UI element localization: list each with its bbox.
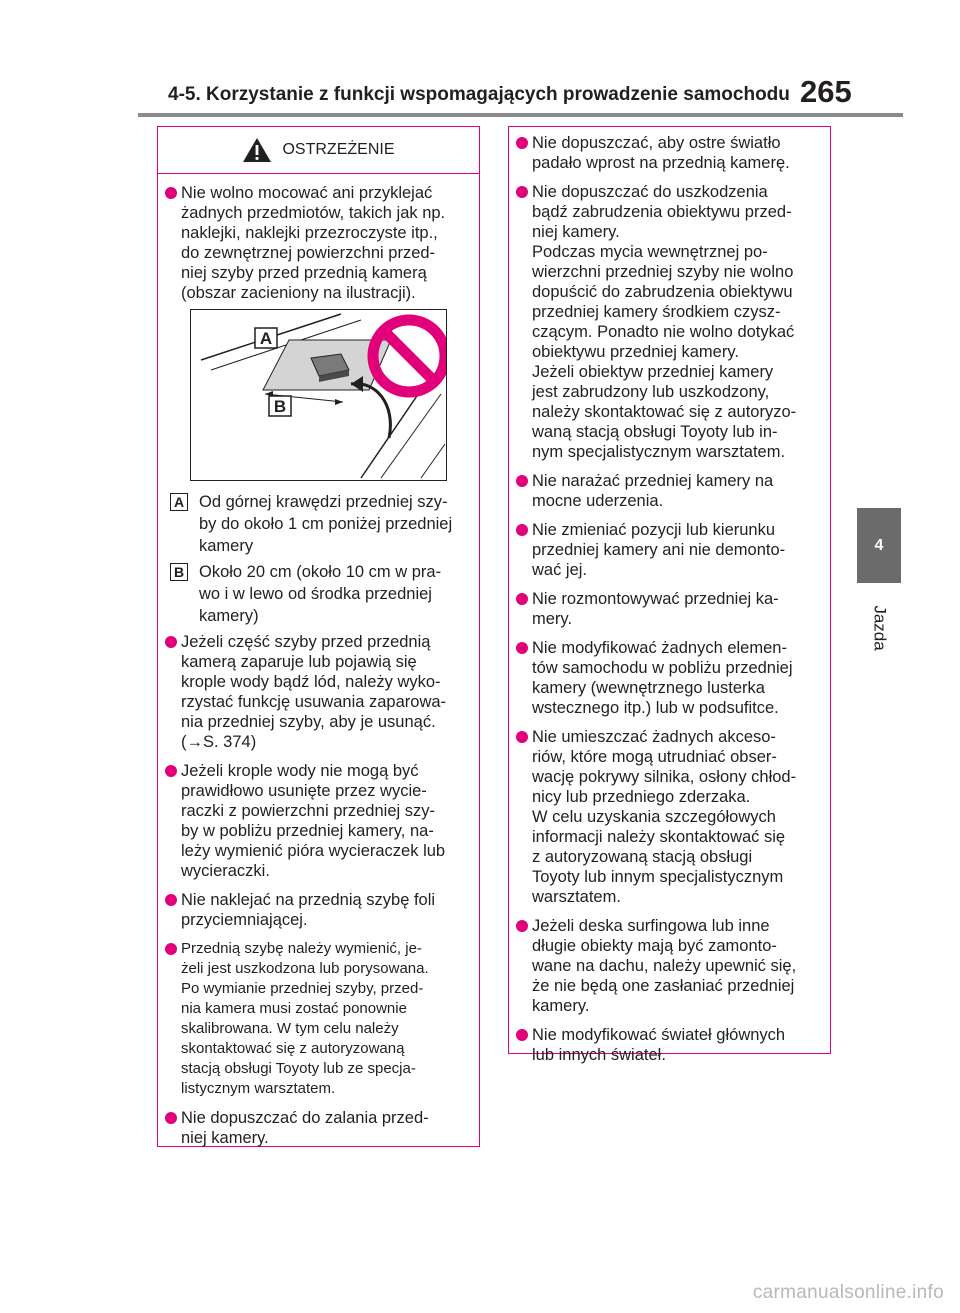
list-item [516,182,826,462]
list-item [516,727,826,907]
list-item [516,916,826,1016]
warning-heading-text: OSTRZEŻENIE [282,141,395,158]
list-item [165,632,475,752]
bullet-text: Nie dopuszczać, aby ostre światło padało wprost na przednią kamerę. [532,134,790,172]
list-item [165,939,475,1099]
bullet-text: Nie narażać przedniej kamery na mocne uderzenia. [532,472,774,510]
bullet-dot-icon [516,731,528,743]
bullet-text: Nie modyfikować żadnych elemen- tów samochodu w pobliżu przedniej kamery (wewnętrznego lusterka wstecznego itp.) lub w podsufitce. [532,639,793,717]
bullet-text: Nie umieszczać żadnych akceso- riów, które mogą utrudniać obser- wację pokrywy silnika, osłony chłod- nicy lub przedniego zderzaka. W celu uzyskania szczegółowych informacji należy skontaktować się z autoryzowaną stacją obsługi Toyoty lub innym specjalistycznym warsztatem. [532,728,797,906]
note-text: Od górnej krawędzi przedniej szy- by do około 1 cm poniżej przedniej kamery [199,493,453,555]
page-header-title: 4-5. Korzystanie z funkcji wspomagających prowadzenie samochodu [168,84,790,105]
bullet-text: Nie modyfikować świateł głównych lub innych świateł. [532,1026,786,1064]
warning-box-left [157,126,480,1147]
list-item [516,471,826,511]
bullet-text: Jeżeli część szyby przed przednią kamerą zaparuje lub pojawią się krople wody bądź lód, należy wyko- rzystać funkcję usuwania zaparowa- nia przedniej szyby, aby je usunąć. (→S. 374) [181,633,447,751]
header-rule [138,113,903,117]
bullet-dot-icon [165,636,177,648]
illustration-label-b: B [273,397,287,416]
left-bullets-bottom [165,632,475,1157]
chapter-tab[interactable]: 4 [857,508,901,583]
list-item [516,638,826,718]
right-bullets [516,133,826,1074]
bullet-dot-icon [165,1112,177,1124]
note-badge-a: A [170,493,188,511]
bullet-dot-icon [516,642,528,654]
page-number: 265 [800,74,852,109]
warning-triangle-icon [242,137,272,163]
bullet-dot-icon [165,187,177,199]
bullet-dot-icon [516,475,528,487]
chapter-label [866,598,894,658]
camera-area-illustration [190,309,447,481]
note-text: Około 20 cm (około 10 cm w pra- wo i w lewo od środka przedniej kamery) [199,563,442,625]
windshield-camera-diagram [191,310,446,480]
note-badge-b: B [170,563,188,581]
bullet-text: Nie zmieniać pozycji lub kierunku przedniej kamery ani nie demonto- wać jej. [532,521,786,579]
illustration-notes [165,491,475,631]
watermark-link[interactable]: carmanualsonline.info [752,1282,944,1303]
bullet-text: Przednią szybę należy wymienić, je- żeli jest uszkodzona lub porysowana. Po wymianie przedniej szyby, przed- nia kamera musi zostać ponownie skalibrowana. W tym celu należy skontaktować się z autoryzowaną stacją obsługi Toyoty lub ze specja- listycznym warsztatem. [181,940,429,1097]
list-item [516,589,826,629]
note-b [165,561,475,627]
bullet-dot-icon [516,524,528,536]
bullet-text: Jeżeli deska surfingowa lub inne długie obiekty mają być zamonto- wane na dachu, należy upewnić się, że nie będą one zasłaniać przedniej kamery. [532,917,797,1015]
warning-heading [158,127,479,174]
warning-box-right [508,126,831,1064]
list-item [516,1025,826,1065]
list-item [516,520,826,580]
list-item [165,890,475,930]
bullet-dot-icon [516,593,528,605]
bullet-dot-icon [516,1029,528,1041]
chapter-label-text: Jazda [871,605,890,651]
bullet-dot-icon [516,137,528,149]
bullet-dot-icon [516,186,528,198]
illustration-label-a: A [259,329,273,348]
list-item [165,1108,475,1148]
bullet-text: Nie wolno mocować ani przyklejać żadnych przedmiotów, takich jak np. naklejki, naklejki przezroczyste itp., do zewnętrznej powierzchni przed- niej szyby przed przednią kamerą (obszar zacieniony na ilustracji). [181,184,446,302]
bullet-text: Nie rozmontowywać przedniej ka- mery. [532,590,779,628]
bullet-text: Nie dopuszczać do uszkodzenia bądź zabrudzenia obiektywu przed- niej kamery. Podczas mycia wewnętrznej po- wierzchni przedniej szyby nie wolno dopuścić do zabrudzenia obiektywu przedniej kamery środkiem czysz- czącym. Ponadto nie wolno dotykać obiektywu przedniej kamery. Jeżeli obiektyw przedniej kamery jest zabrudzony lub uszkodzony, należy skontaktować się z autoryzo- waną stacją obsługi Toyoty lub in- nym specjalistycznym warsztatem. [532,183,797,461]
bullet-dot-icon [165,943,177,955]
list-item [516,133,826,173]
bullet-dot-icon [165,894,177,906]
bullet-text: Jeżeli krople wody nie mogą być prawidłowo usunięte przez wycie- raczki z powierzchni przedniej szy- by w pobliżu przedniej kamery, na- leży wymienić pióra wycieraczek lub wycieraczki. [181,762,446,880]
bullet-dot-icon [165,765,177,777]
note-a [165,491,475,557]
list-item [165,761,475,881]
bullet-text: Nie naklejać na przednią szybę foli przyciemniającej. [181,891,436,929]
bullet-dot-icon [516,920,528,932]
list-item [165,183,475,303]
left-bullets-top [165,183,475,312]
bullet-text: Nie dopuszczać do zalania przed- niej kamery. [181,1109,429,1147]
